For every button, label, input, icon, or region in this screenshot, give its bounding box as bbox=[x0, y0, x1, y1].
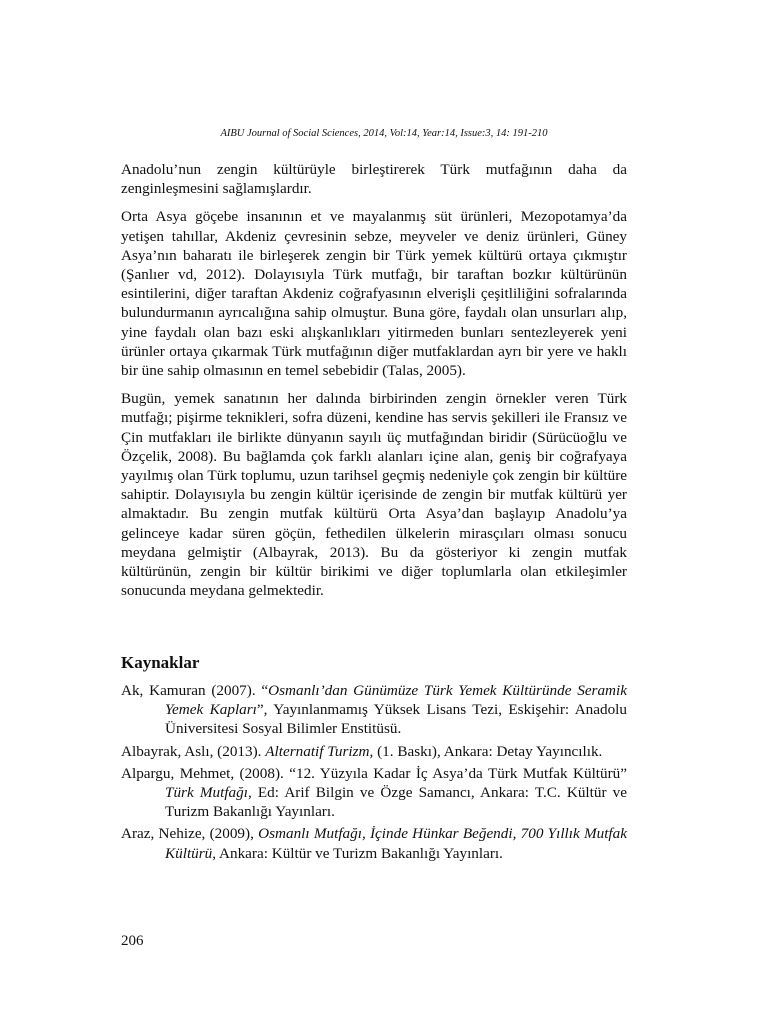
reference-text: , Ed: Arif Bilgin ve Özge Samancı, Ankara: T.C. Kültür ve Turizm Bakanlığı Yayınları. bbox=[165, 784, 627, 821]
reference-entry bbox=[121, 824, 627, 862]
page-number: 206 bbox=[121, 933, 144, 949]
body-text bbox=[121, 160, 627, 609]
paragraph: Anadolu’nun zengin kültürüyle birleştirerek Türk mutfağının daha da zenginleşmesini sağlamışlardır. bbox=[121, 161, 627, 198]
running-head: AIBU Journal of Social Sciences, 2014, Vol:14, Year:14, Issue:3, 14: 191-210 bbox=[220, 128, 548, 139]
reference-entry bbox=[121, 764, 627, 822]
reference-entry bbox=[121, 681, 627, 739]
reference-text: Alpargu, Mehmet, (2008). “12. Yüzyıla Kadar İç Asya’da Türk Mutfak Kültürü” bbox=[121, 764, 627, 782]
reference-text: Araz, Nehize, (2009), bbox=[121, 825, 259, 843]
paragraph: Bugün, yemek sanatının her dalında birbirinden zengin örnekler veren Türk mutfağı; pişirme teknikleri, sofra düzeni, kendine has servis şekilleri ile Fransız ve Çin mutfakları ile birlikte dünyanın sayılı üç mutfağından biridir (Sürücüoğlu ve Özçelik, 2008). Bu bağlamda çok farklı alanları içine alan, geniş bir coğrafyaya yayılmış olan Türk toplumu, uzun tarihsel geçmiş nedeniyle çok zengin bir kültüre sahiptir. Dolayısıyla bu zengin kültür içerisinde de zengin bir mutfak kültürü yer almaktadır. Bu zengin mutfak kültürü Orta Asya’dan başlayıp Anadolu’ya gelinceye kadar süren göçün, fethedilen ülkelerin mirasçıları olması sonucu meydana gelmiştir (Albayrak, 2013). Bu da gösteriyor ki zengin mutfak kültürünün, zengin bir kültür birikimi ve diğer toplumlarla olan etkileşimler sonucunda meydana gelmektedir. bbox=[121, 390, 627, 600]
reference-text: , Ankara: Kültür ve Turizm Bakanlığı Yayınları. bbox=[212, 844, 503, 862]
reference-entry bbox=[121, 742, 627, 761]
reference-text: Ak, Kamuran (2007). “ bbox=[121, 682, 269, 699]
reference-text: ”, Yayınlanmamış Yüksek Lisans Tezi, Eskişehir: Anadolu Üniversitesi Sosyal Bilimler Enstitüsü. bbox=[165, 701, 627, 738]
references-list bbox=[121, 681, 627, 866]
reference-title: Alternatif Turizm, bbox=[265, 742, 374, 760]
reference-title: Osmanlı Mutfağı, İçinde Hünkar Beğendi, 700 Yıllık Mutfak Kültürü bbox=[165, 825, 627, 862]
reference-text: (1. Baskı), Ankara: Detay Yayıncılık. bbox=[373, 742, 603, 760]
reference-title: Osmanlı’dan Günümüze Türk Yemek Kültüründe Seramik Yemek Kapları bbox=[165, 682, 627, 719]
references-heading: Kaynaklar bbox=[121, 653, 200, 672]
reference-title: Türk Mutfağı bbox=[165, 784, 248, 802]
reference-text: Albayrak, Aslı, (2013). bbox=[121, 742, 266, 760]
paragraph: Orta Asya göçebe insanının et ve mayalanmış süt ürünleri, Mezopotamya’da yetişen tahıllar, Akdeniz çevresinin sebze, meyveler ve deniz ürünleri, Güney Asya’nın baharatı ile birleşerek zengin bir Türk yemek kültürü ortaya çıkmıştır (Şanlıer vd, 2012). Dolayısıyla Türk mutfağı, bir taraftan bozkır kültürünün esintilerini, diğer taraftan Akdeniz coğrafyasının elverişli çeşitliliğini sofralarında bulundurmanın ayrıcalığına sahip olmuştur. Buna göre, faydalı olan unsurları alıp, yine faydalı olan bazı eski alışkanlıkları yitirmeden bunları sentezleyerek yeni ürünler ortaya çıkarmak Türk mutfağının diğer mutfaklardan ayrı bir yere ve haklı bir üne sahip olmasının en temel sebebidir (Talas, 2005). bbox=[121, 208, 627, 380]
